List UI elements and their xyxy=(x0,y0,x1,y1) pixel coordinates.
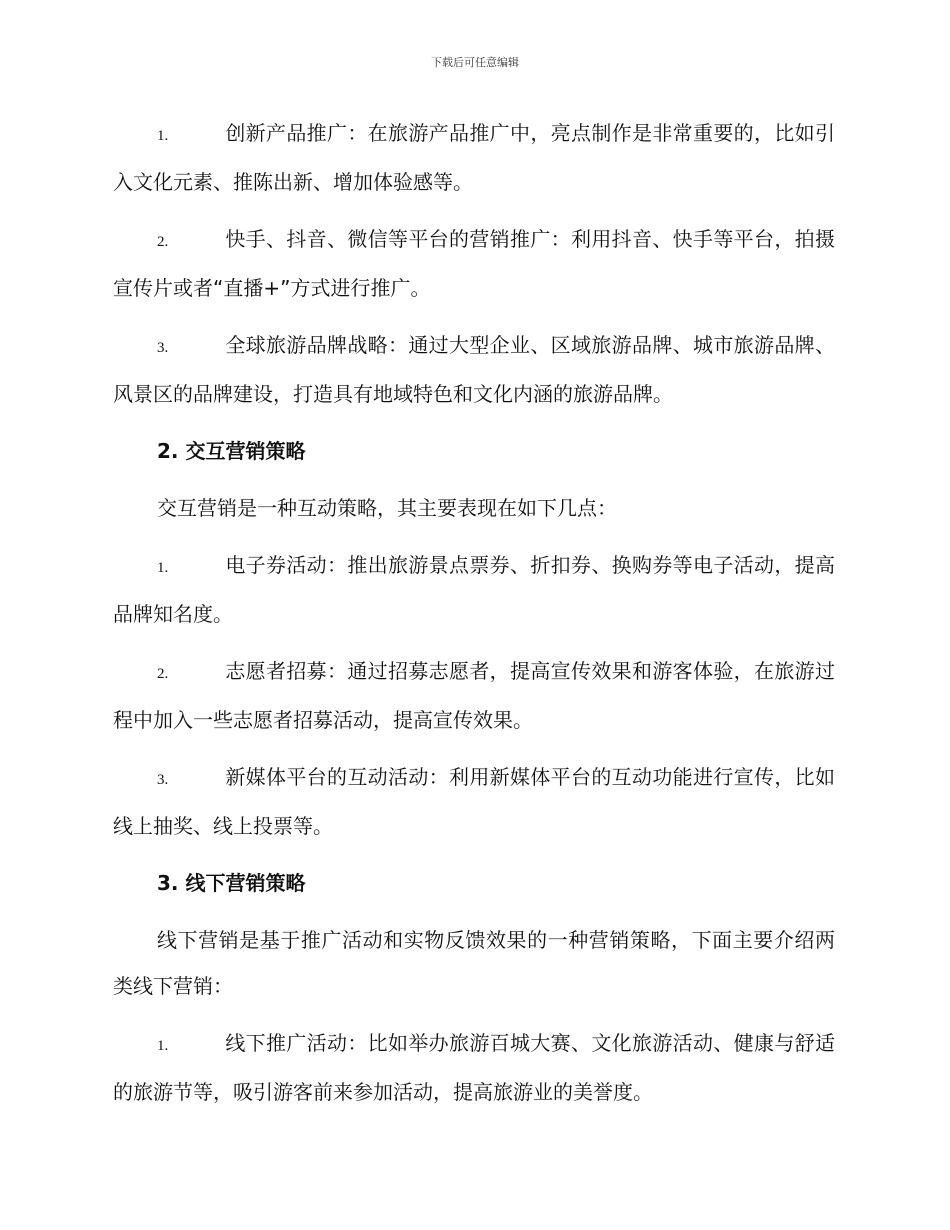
list-item xyxy=(113,216,835,311)
list-item-text: 线下推广活动：比如举办旅游百城大赛、文化旅游活动、健康与舒适的旅游节等，吸引游客前来参加活动，提高旅游业的美誉度。 xyxy=(113,1031,835,1104)
list-item-number: 1. xyxy=(157,128,169,144)
section-heading: 2. 交互营销策略 xyxy=(157,439,306,463)
list-item-number: 2. xyxy=(157,666,169,682)
list-item xyxy=(113,322,835,417)
list-item-number: 2. xyxy=(157,234,169,250)
document-body xyxy=(113,110,835,1126)
section-intro: 交互营销是一种互动策略，其主要表现在如下几点： xyxy=(157,496,617,520)
list-item-number: 3. xyxy=(157,772,169,788)
page-header: 下载后可任意编辑 xyxy=(431,56,519,69)
list-item-text: 创新产品推广：在旅游产品推广中，亮点制作是非常重要的，比如引入文化元素、推陈出新、增加体验感等。 xyxy=(113,121,835,194)
list-item-text: 志愿者招募：通过招募志愿者，提高宣传效果和游客体验，在旅游过程中加入一些志愿者招募活动，提高宣传效果。 xyxy=(113,659,835,732)
section-heading: 3. 线下营销策略 xyxy=(157,871,306,895)
list-item xyxy=(113,542,835,637)
list-item-text: 电子券活动：推出旅游景点票券、折扣券、换购券等电子活动，提高品牌知名度。 xyxy=(113,553,835,626)
list-item xyxy=(113,1020,835,1115)
list-item-text: 新媒体平台的互动活动：利用新媒体平台的互动功能进行宣传，比如线上抽奖、线上投票等。 xyxy=(113,765,835,838)
list-item-number: 1. xyxy=(157,1038,169,1054)
list-item xyxy=(113,754,835,849)
list-item xyxy=(113,110,835,205)
list-item-text: 全球旅游品牌战略：通过大型企业、区域旅游品牌、城市旅游品牌、风景区的品牌建设，打造具有地域特色和文化内涵的旅游品牌。 xyxy=(113,333,835,406)
list-item-text: 快手、抖音、微信等平台的营销推广：利用抖音、快手等平台，拍摄宣传片或者“直播+”方式进行推广。 xyxy=(113,227,835,300)
list-item-number: 1. xyxy=(157,560,169,576)
list-item-number: 3. xyxy=(157,340,169,356)
section-intro: 线下营销是基于推广活动和实物反馈效果的一种营销策略，下面主要介绍两类线下营销： xyxy=(113,928,835,998)
list-item xyxy=(113,648,835,743)
